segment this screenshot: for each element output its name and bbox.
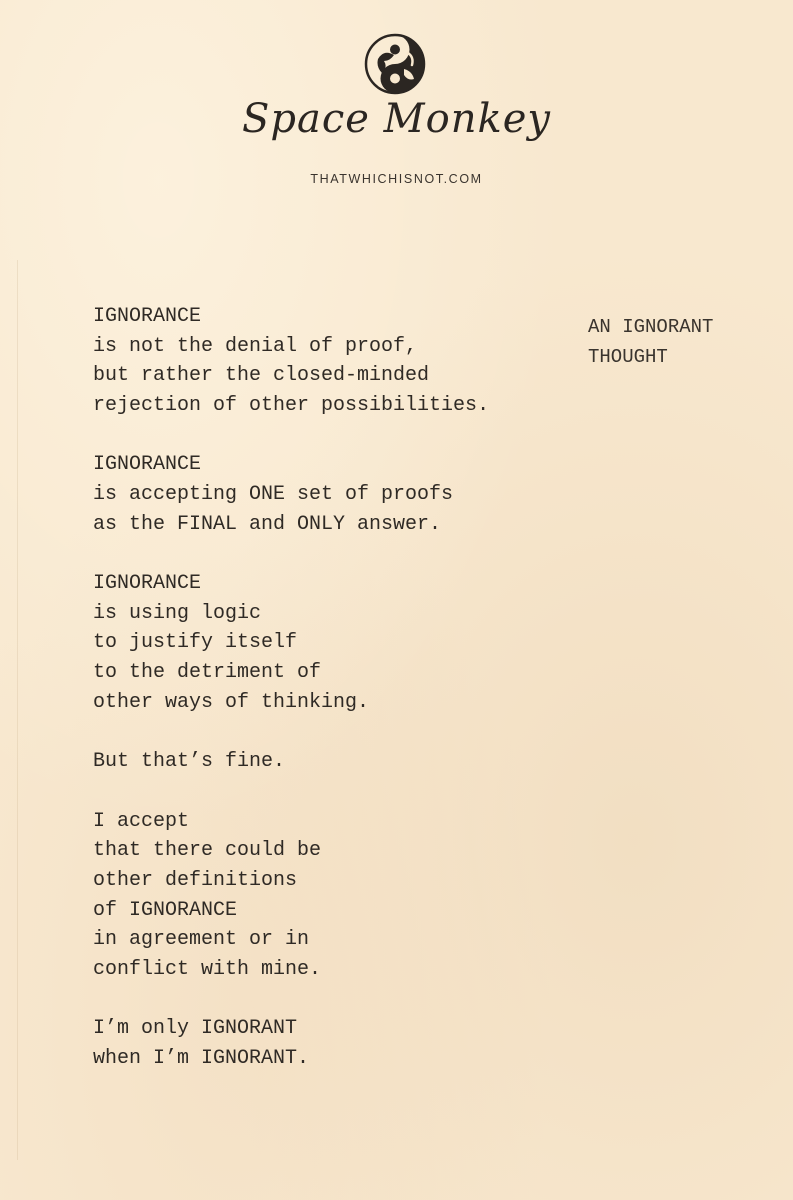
poem-body <box>93 302 563 1103</box>
poem-line: is using logic <box>93 601 262 625</box>
poem-stanza <box>93 302 563 420</box>
poem-line: I’m only IGNORANT <box>93 1017 298 1041</box>
poem-line: is accepting ONE set of proofs <box>93 482 454 506</box>
brand-name[interactable]: Space Monkey <box>242 96 551 142</box>
paper-fold-line <box>17 260 18 1160</box>
poem-line: IGNORANCE <box>93 572 202 596</box>
poem-title <box>588 312 788 372</box>
monkey-yin-yang-icon <box>364 33 426 95</box>
poem-stanza <box>93 450 563 539</box>
poem-line: is not the denial of proof, <box>93 334 418 358</box>
poem-line: I accept <box>93 809 190 833</box>
poem-line: in agreement or in <box>93 928 310 952</box>
brand-url[interactable]: THATWHICHISNOT.COM <box>310 172 483 186</box>
poem-line: But that’s fine. <box>93 750 286 774</box>
poem-line: when I’m IGNORANT. <box>93 1046 310 1070</box>
poem-line: but rather the closed-minded <box>93 364 430 388</box>
poem-line: rejection of other possibilities. <box>93 393 490 417</box>
poem-stanza <box>93 1014 563 1073</box>
poem-line: to the detriment of <box>93 660 322 684</box>
poem-stanza <box>93 569 563 717</box>
poem-line: IGNORANCE <box>93 305 202 328</box>
poem-line: conflict with mine. <box>93 957 322 981</box>
poem-line: IGNORANCE <box>93 453 202 477</box>
poem-title-line: THOUGHT <box>588 346 668 368</box>
poem-stanza <box>93 747 563 777</box>
poem-line: as the FINAL and ONLY answer. <box>93 512 442 536</box>
poem-title-line: AN IGNORANT <box>588 316 714 338</box>
poem-line: of IGNORANCE <box>93 898 238 922</box>
poem-line: other definitions <box>93 868 298 892</box>
poem-line: to justify itself <box>93 631 298 655</box>
poem-line: other ways of thinking. <box>93 690 370 714</box>
poem-stanza <box>93 807 563 985</box>
poem-line: that there could be <box>93 839 322 863</box>
